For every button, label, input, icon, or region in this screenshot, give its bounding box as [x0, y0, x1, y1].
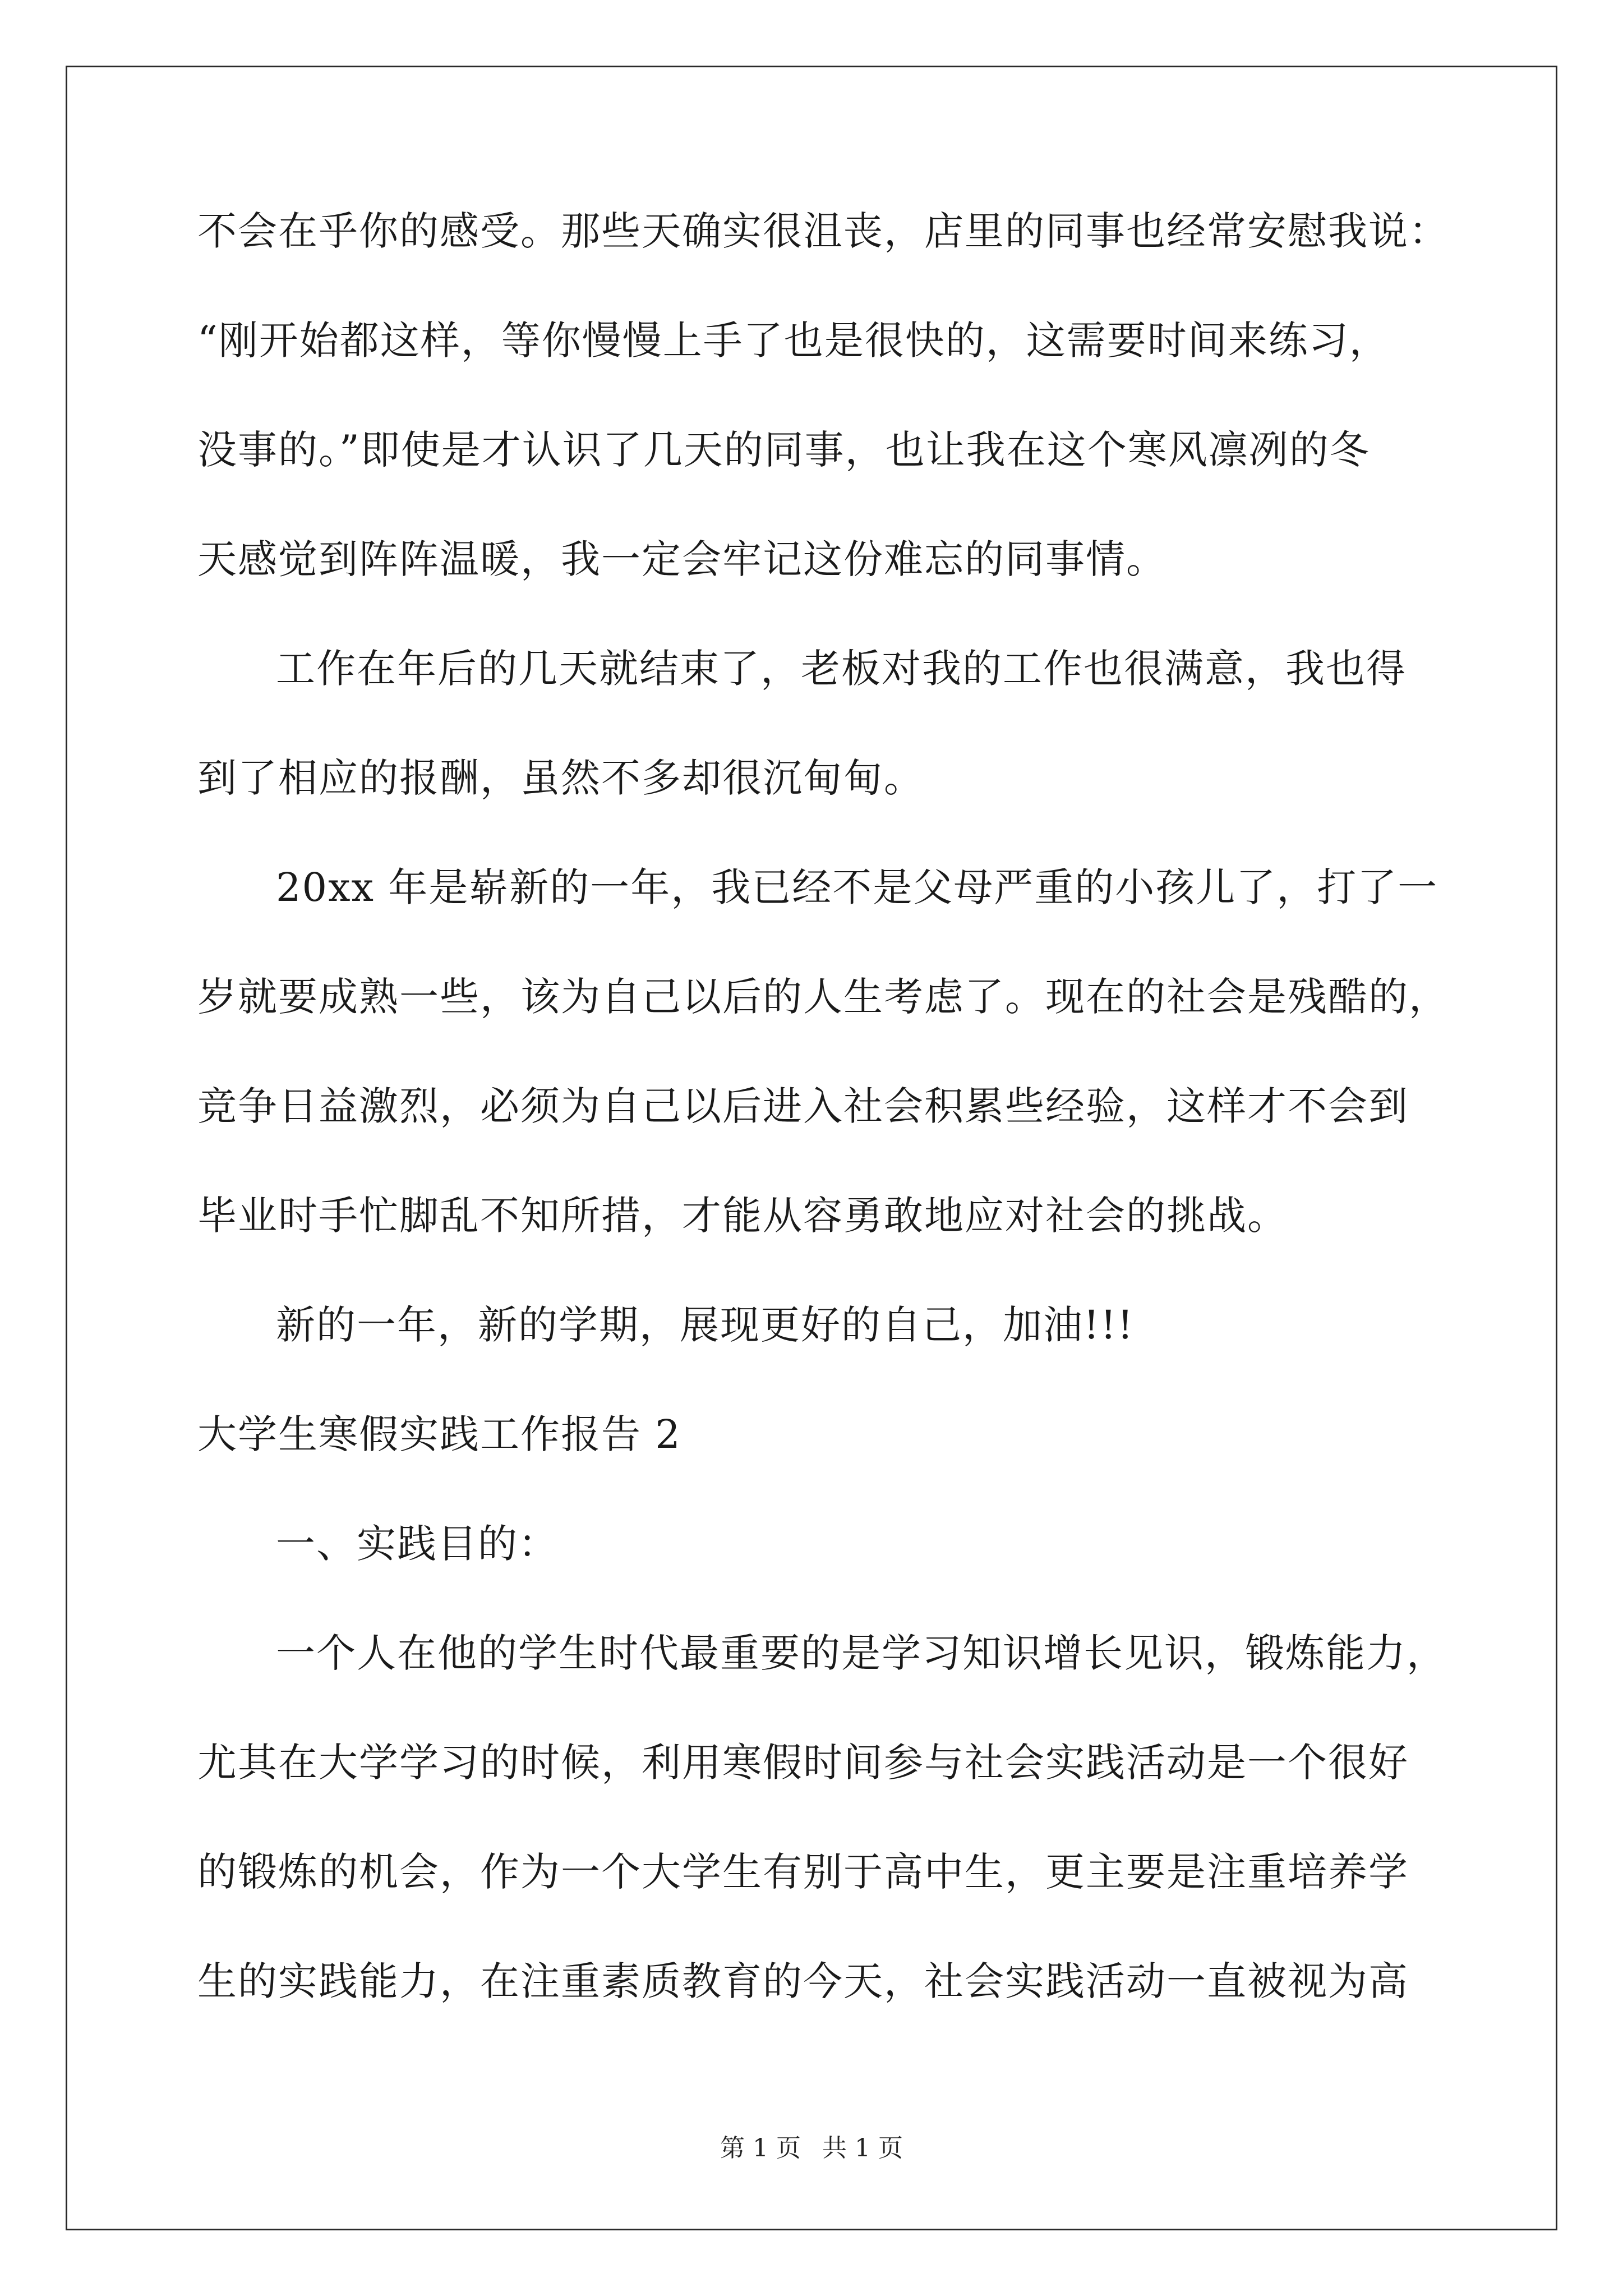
paragraph-first-line: 20xx 年是崭新的一年，我已经不是父母严重的小孩儿了，打了一 — [276, 864, 1438, 910]
text-line: “刚开始都这样，等你慢慢上手了也是很快的，这需要时间来练习， — [197, 318, 1390, 364]
text-line: 没事的。”即使是才认识了几天的同事，也让我在这个寒风凛冽的冬 — [197, 427, 1370, 473]
text-line: 的锻炼的机会，作为一个大学生有别于高中生，更主要是注重培养学 — [197, 1849, 1409, 1895]
text-line: 到了相应的报酬，虽然不多却很沉甸甸。 — [197, 755, 924, 801]
paragraph-first-line: 一个人在他的学生时代最重要的是学习知识增长见识，锻炼能力， — [276, 1630, 1447, 1676]
page-number: 第 1 页 — [720, 2134, 801, 2162]
text-line: 竞争日益激烈，必须为自己以后进入社会积累些经验，这样才不会到 — [197, 1083, 1409, 1129]
paragraph-first-line: 新的一年，新的学期，展现更好的自己，加油!!! — [276, 1302, 1135, 1348]
page-footer — [0, 2132, 1623, 2165]
text-line: 尤其在大学学习的时候，利用寒假时间参与社会实践活动是一个很好 — [197, 1740, 1409, 1786]
subsection-heading: 一、实践目的： — [276, 1521, 559, 1567]
text-line: 生的实践能力，在注重素质教育的今天，社会实践活动一直被视为高 — [197, 1958, 1409, 2004]
section-heading: 大学生寒假实践工作报告 2 — [197, 1411, 681, 1457]
text-line: 不会在乎你的感受。那些天确实很沮丧，店里的同事也经常安慰我说： — [197, 208, 1449, 254]
page-count: 共 1 页 — [822, 2134, 903, 2162]
page-border — [66, 66, 1557, 2230]
text-line: 毕业时手忙脚乱不知所措，才能从容勇敢地应对社会的挑战。 — [197, 1193, 1288, 1239]
text-line: 岁就要成熟一些，该为自己以后的人生考虑了。现在的社会是残酷的， — [197, 974, 1449, 1020]
paragraph-first-line: 工作在年后的几天就结束了，老板对我的工作也很满意，我也得 — [276, 646, 1407, 692]
text-line: 天感觉到阵阵温暖，我一定会牢记这份难忘的同事情。 — [197, 536, 1166, 582]
